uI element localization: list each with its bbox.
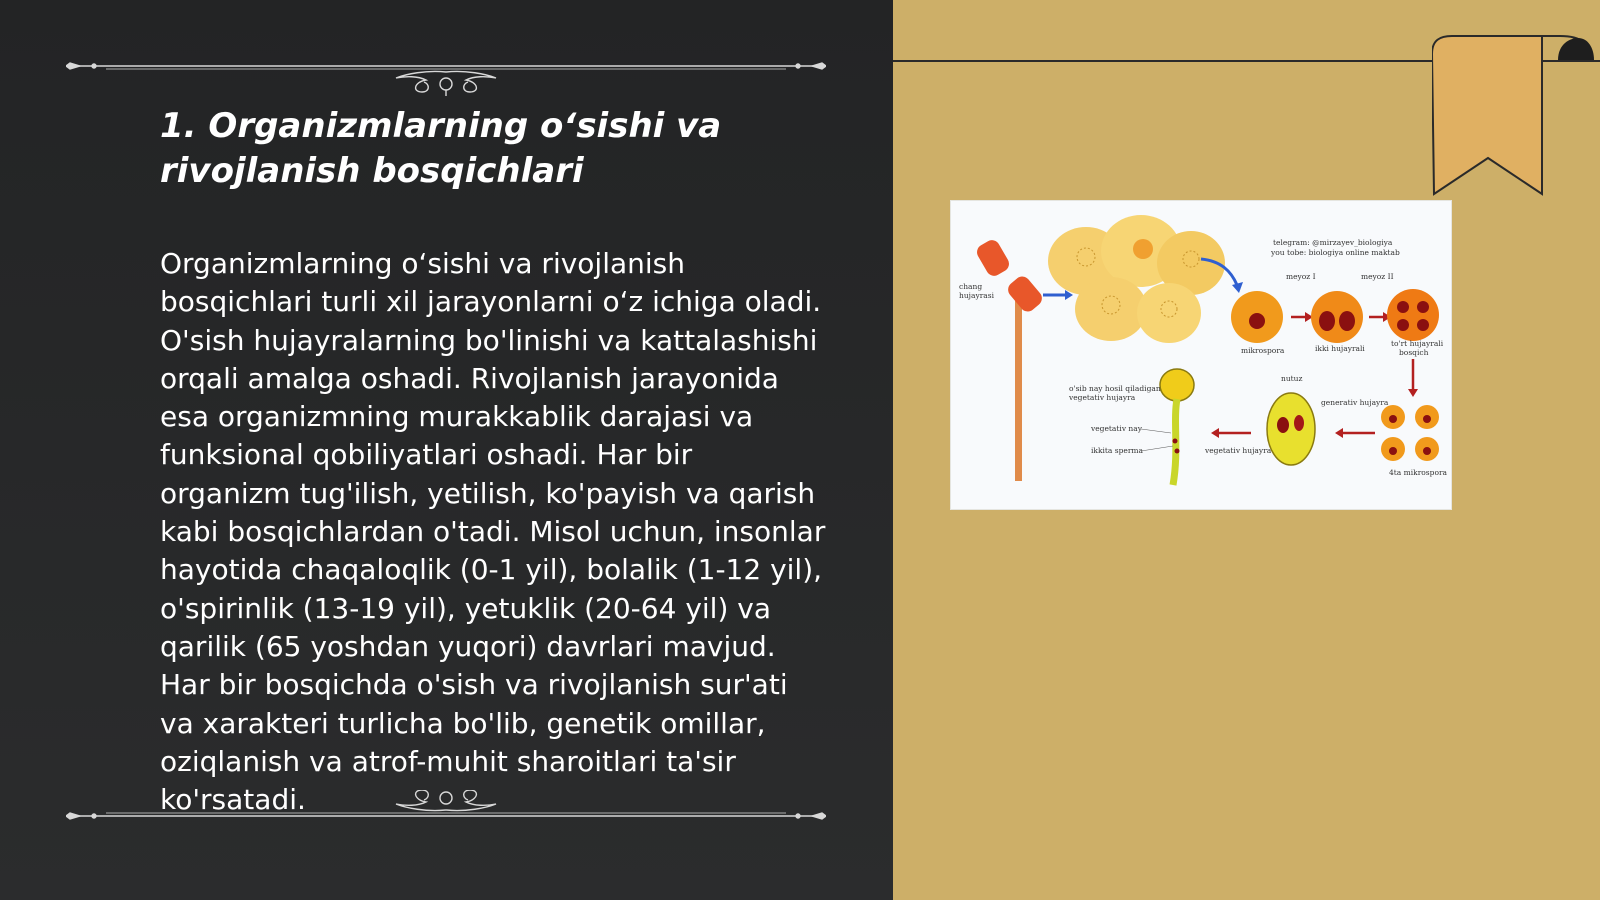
label-meyoz-2: meyoz II xyxy=(1361,272,1394,281)
label-tort-hujayrali: to'rt hujayrali xyxy=(1391,339,1444,348)
pollen-tube xyxy=(1160,369,1194,485)
label-vegetativ-hujayra: vegetativ hujayra xyxy=(1205,446,1272,455)
pollen-development-figure xyxy=(950,200,1452,510)
label-ikki-hujayrali: ikki hujayrali xyxy=(1315,344,1365,353)
label-vegetativ-nay: vegetativ nay xyxy=(1091,424,1142,433)
ornament-top-divider xyxy=(66,46,826,96)
label-4ta-mikrospora: 4ta mikrospora xyxy=(1389,468,1448,477)
bookmark-ribbon-icon xyxy=(1432,34,1600,200)
label-meyoz-1: meyoz I xyxy=(1286,272,1316,281)
label-vegetativ-hujayra-2: vegetativ hujayra xyxy=(1069,393,1136,402)
label-nutuz: nutuz xyxy=(1281,374,1303,383)
label-ikkita-sperma: ikkita sperma xyxy=(1091,446,1144,455)
four-cell-stage xyxy=(1387,289,1439,341)
microspore-tetrad xyxy=(1381,405,1439,461)
label-bosqich: bosqich xyxy=(1399,348,1429,357)
stamen-filament xyxy=(1015,291,1022,481)
anther-cluster xyxy=(1048,215,1225,343)
label-generativ: generativ hujayra xyxy=(1321,398,1389,407)
slide-body-text: Organizmlarning o‘sishi va rivojlanish bosqichlari turli xil jarayonlarni o‘z ichiga oladi. O'sish hujayralarning bo'linishi va kattalashishi orqali amalga oshadi. Rivojlanish jarayonida esa organizmning murakkablik darajasi va funksional qobiliyatlari oshadi. Har bir organizm tug'ilish, yetilish, ko'payish va qarish kabi bosqichlardan o'tadi. Misol uchun, insonlar hayotida chaqaloqlik (0-1 yil), bolalik (1-12 yil), o'spirinlik (13-19 yil), yetuklik (20-64 yil) va qarilik (65 yoshdan yuqori) davrlari mavjud. Har bir bosqichda o'sish va rivojlanish sur'ati va xarakteri turlicha bo'lib, genetik omillar, oziqlanish va atrof-muhit sharoitlari ta'sir ko'rsatadi. xyxy=(160,247,826,817)
watermark-telegram: telegram: @mirzayev_biologiya xyxy=(1273,238,1393,247)
microspore-cell xyxy=(1231,291,1283,343)
mature-pollen-grain xyxy=(1267,393,1315,465)
slide-title: 1. Organizmlarning o‘sishi va rivojlanish bosqichlari xyxy=(160,106,722,191)
label-mikrospora: mikrospora xyxy=(1241,346,1285,355)
two-cell-stage xyxy=(1311,291,1363,343)
label-osib-nay: o'sib nay hosil qiladigan xyxy=(1069,384,1161,393)
label-chang-hujayrasi: hujayrasi xyxy=(959,291,994,300)
watermark-youtube: you tobe: biologiya online maktab xyxy=(1271,248,1400,257)
label-chang: chang xyxy=(959,282,983,291)
